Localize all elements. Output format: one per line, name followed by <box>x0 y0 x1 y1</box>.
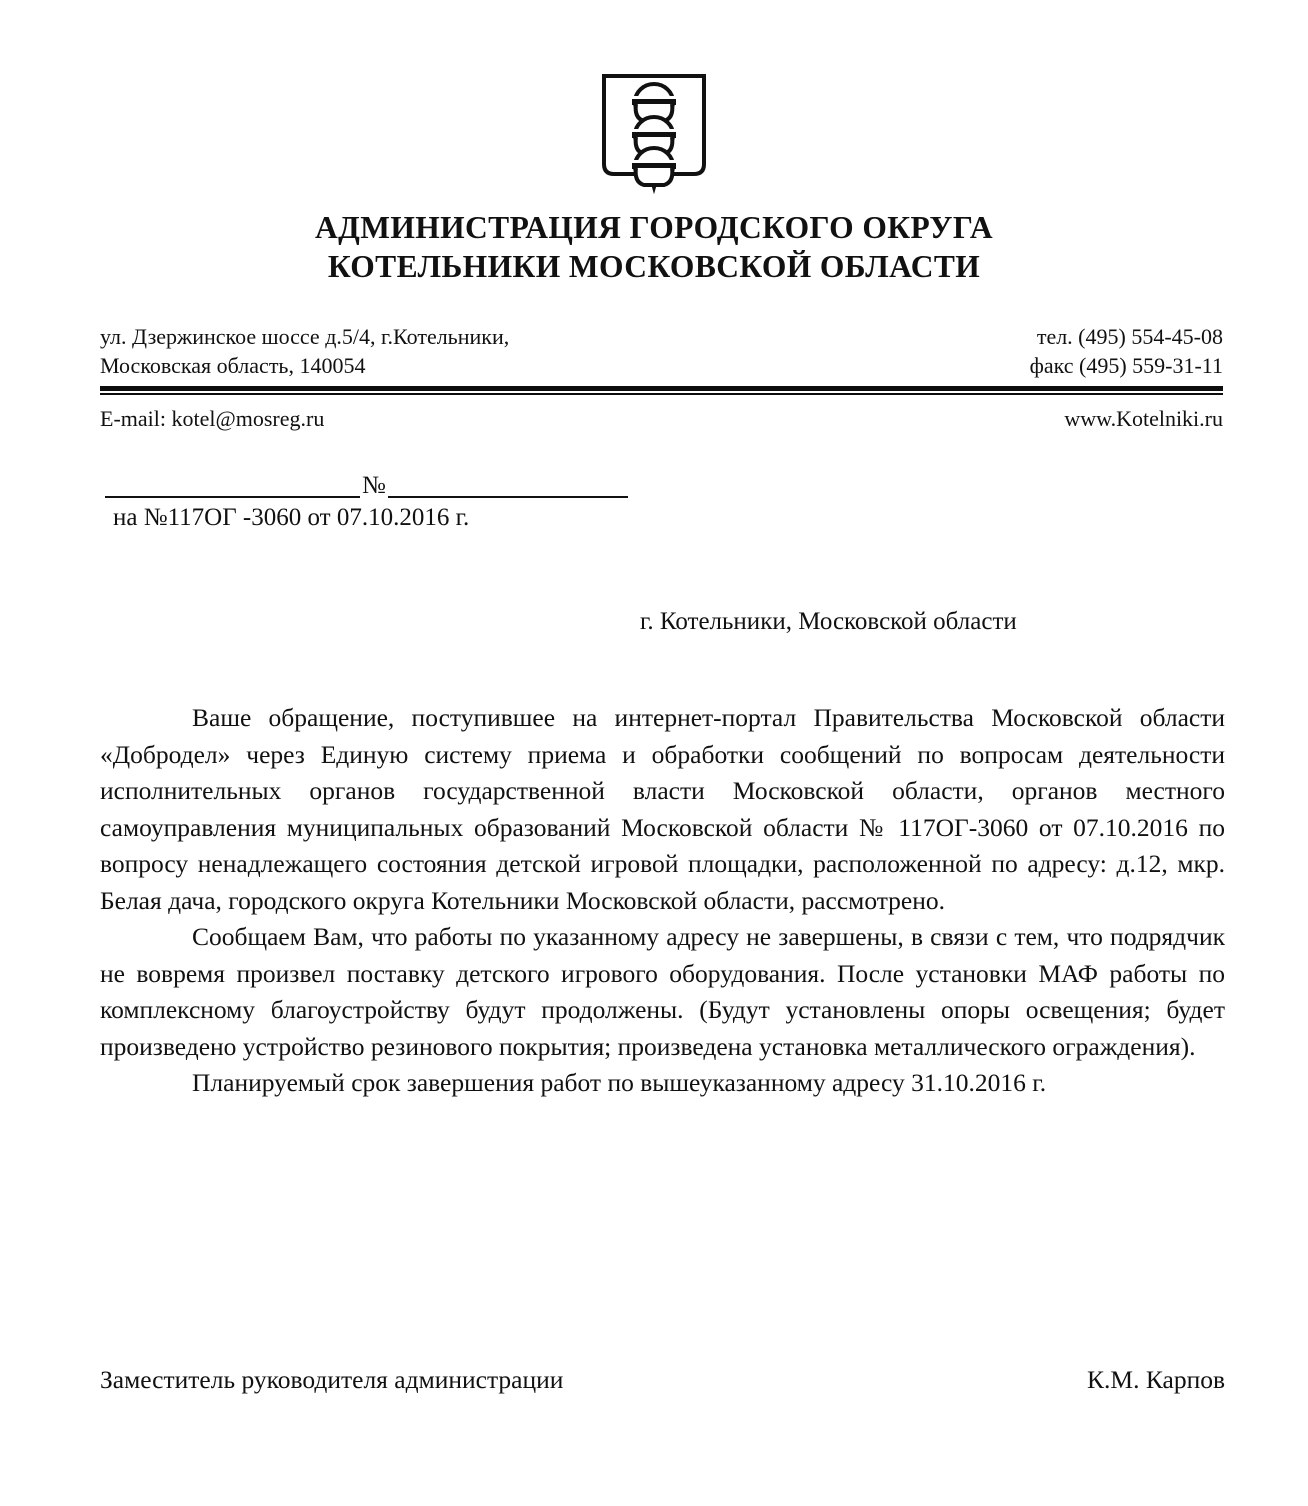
letterhead-title-line-1: АДМИНИСТРАЦИЯ ГОРОДСКОГО ОКРУГА <box>314 210 994 245</box>
body-paragraph-1: Ваше обращение, поступившее на интернет-портал Правительства Московской области «Добродел» через Единую систему приема и обработки сообщений по вопросам деятельности исполнительных органов государственной власти Московской области, органов местного самоуправления муниципальных образований Московской области № 117ОГ-3060 от 07.10.2016 по вопросу ненадлежащего состояния детской игровой площадки, расположенной по адресу: д.12, мкр. Белая дача, городского округа Котельники Московской области, рассмотрено. <box>100 703 1225 915</box>
letterhead-title <box>0 208 1308 286</box>
letterhead-title-line-2: КОТЕЛЬНИКИ МОСКОВСКОЙ ОБЛАСТИ <box>327 249 981 284</box>
header-divider <box>100 386 1223 395</box>
signatory-name: К.М. Карпов <box>1087 1365 1225 1394</box>
web-contact-block <box>100 404 1223 433</box>
phone-fax <box>1030 322 1223 380</box>
reference-block <box>105 458 725 534</box>
outgoing-date-blank[interactable] <box>105 466 360 498</box>
postal-address <box>100 322 509 380</box>
contact-block <box>100 322 1223 380</box>
coat-of-arms-icon <box>598 72 710 194</box>
outgoing-reference-row <box>105 458 725 498</box>
email-address[interactable]: E-mail: kotel@mosreg.ru <box>100 406 325 431</box>
fax-number: факс (495) 559-31-11 <box>1029 353 1223 378</box>
letter-body <box>100 700 1225 1102</box>
signatory-position: Заместитель руководителя администрации <box>100 1365 564 1394</box>
number-symbol: № <box>362 472 386 499</box>
website-url[interactable]: www.Kotelniki.ru <box>1064 406 1223 431</box>
divider-thin-line <box>100 393 1223 395</box>
body-paragraph-2: Сообщаем Вам, что работы по указанному адресу не завершены, в связи с тем, что подрядчик не вовремя произвел поставку детского игрового оборудования. После установки МАФ работы по комплексному благоустройству будут продолжены. (Будут установлены опоры освещения; будет произведено устройство резинового покрытия; произведена установка металлического ограждения). <box>100 922 1225 1061</box>
outgoing-number-blank[interactable] <box>388 466 628 498</box>
body-paragraph-3: Планируемый срок завершения работ по вышеуказанному адресу 31.10.2016 г. <box>192 1068 1047 1097</box>
addressee-block: г. Котельники, Московской области <box>640 608 1017 635</box>
coat-of-arms <box>0 72 1308 194</box>
address-line-1: ул. Дзержинское шоссе д.5/4, г.Котельники, <box>100 324 510 349</box>
address-line-2: Московская область, 140054 <box>100 353 366 378</box>
incoming-reference: на №117ОГ -3060 от 07.10.2016 г. <box>113 504 470 531</box>
phone-number: тел. (495) 554-45-08 <box>1036 324 1223 349</box>
signature-block <box>100 1363 1225 1397</box>
